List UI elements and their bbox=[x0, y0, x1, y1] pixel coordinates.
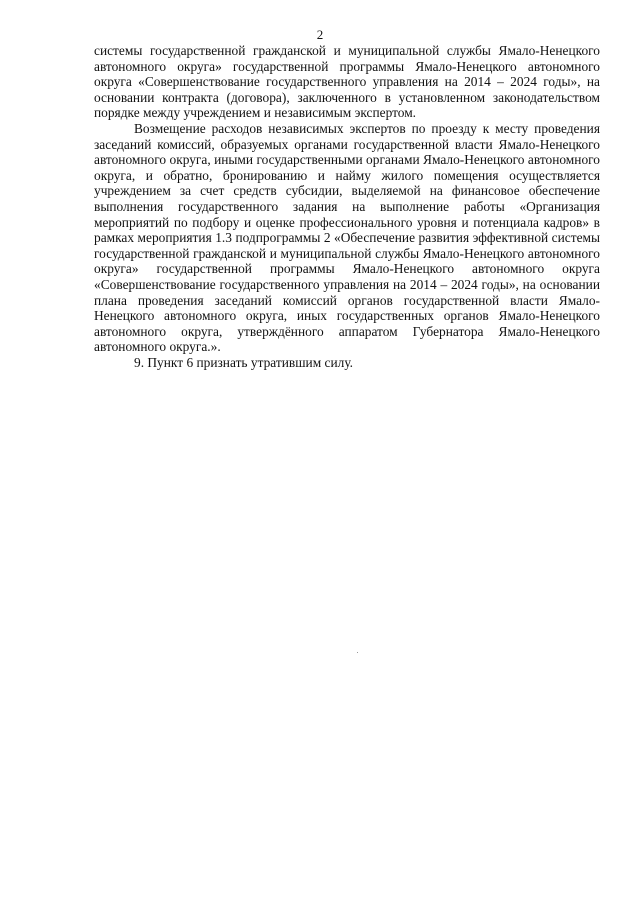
paragraph-continuation: системы государственной гражданской и муниципальной службы Ямало-Ненецкого автономного округа» государственной программы Ямало-Ненецкого автономного округа «Совершенствование государственного управления на 2014 – 2024 годы», на основании контракта (договора), заключенного в установленном законодательством порядке между учреждением и независимым экспертом. bbox=[94, 43, 600, 121]
paragraph-expense-reimbursement: Возмещение расходов независимых экспертов по проезду к месту проведения заседаний комиссий, образуемых органами государственной власти Ямало-Ненецкого автономного округа, иными государственными органами Ямало-Ненецкого автономного округа, и обратно, бронированию и найму жилого помещения осуществляется учреждением за счет средств субсидии, выделяемой на финансовое обеспечение выполнения государственного задания на выполнение работы «Организация мероприятий по подбору и оценке профессионального уровня и потенциала кадров» в рамках мероприятия 1.3 подпрограммы 2 «Обеспечение развития эффективной системы государственной гражданской и муниципальной службы Ямало-Ненецкого автономного округа» государственной программы Ямало-Ненецкого автономного округа «Совершенствование государственного управления на 2014 – 2024 годы», на основании плана проведения заседаний комиссий органов государственной власти Ямало-Ненецкого автономного округа, иных государственных органов Ямало-Ненецкого автономного округа, утверждённого аппаратом Губернатора Ямало-Ненецкого автономного округа.». bbox=[94, 120, 600, 355]
scan-speck bbox=[357, 652, 358, 653]
document-body bbox=[94, 43, 600, 370]
page-number: 2 bbox=[316, 27, 324, 42]
paragraph-item-9: 9. Пункт 6 признать утратившим силу. bbox=[134, 354, 354, 370]
